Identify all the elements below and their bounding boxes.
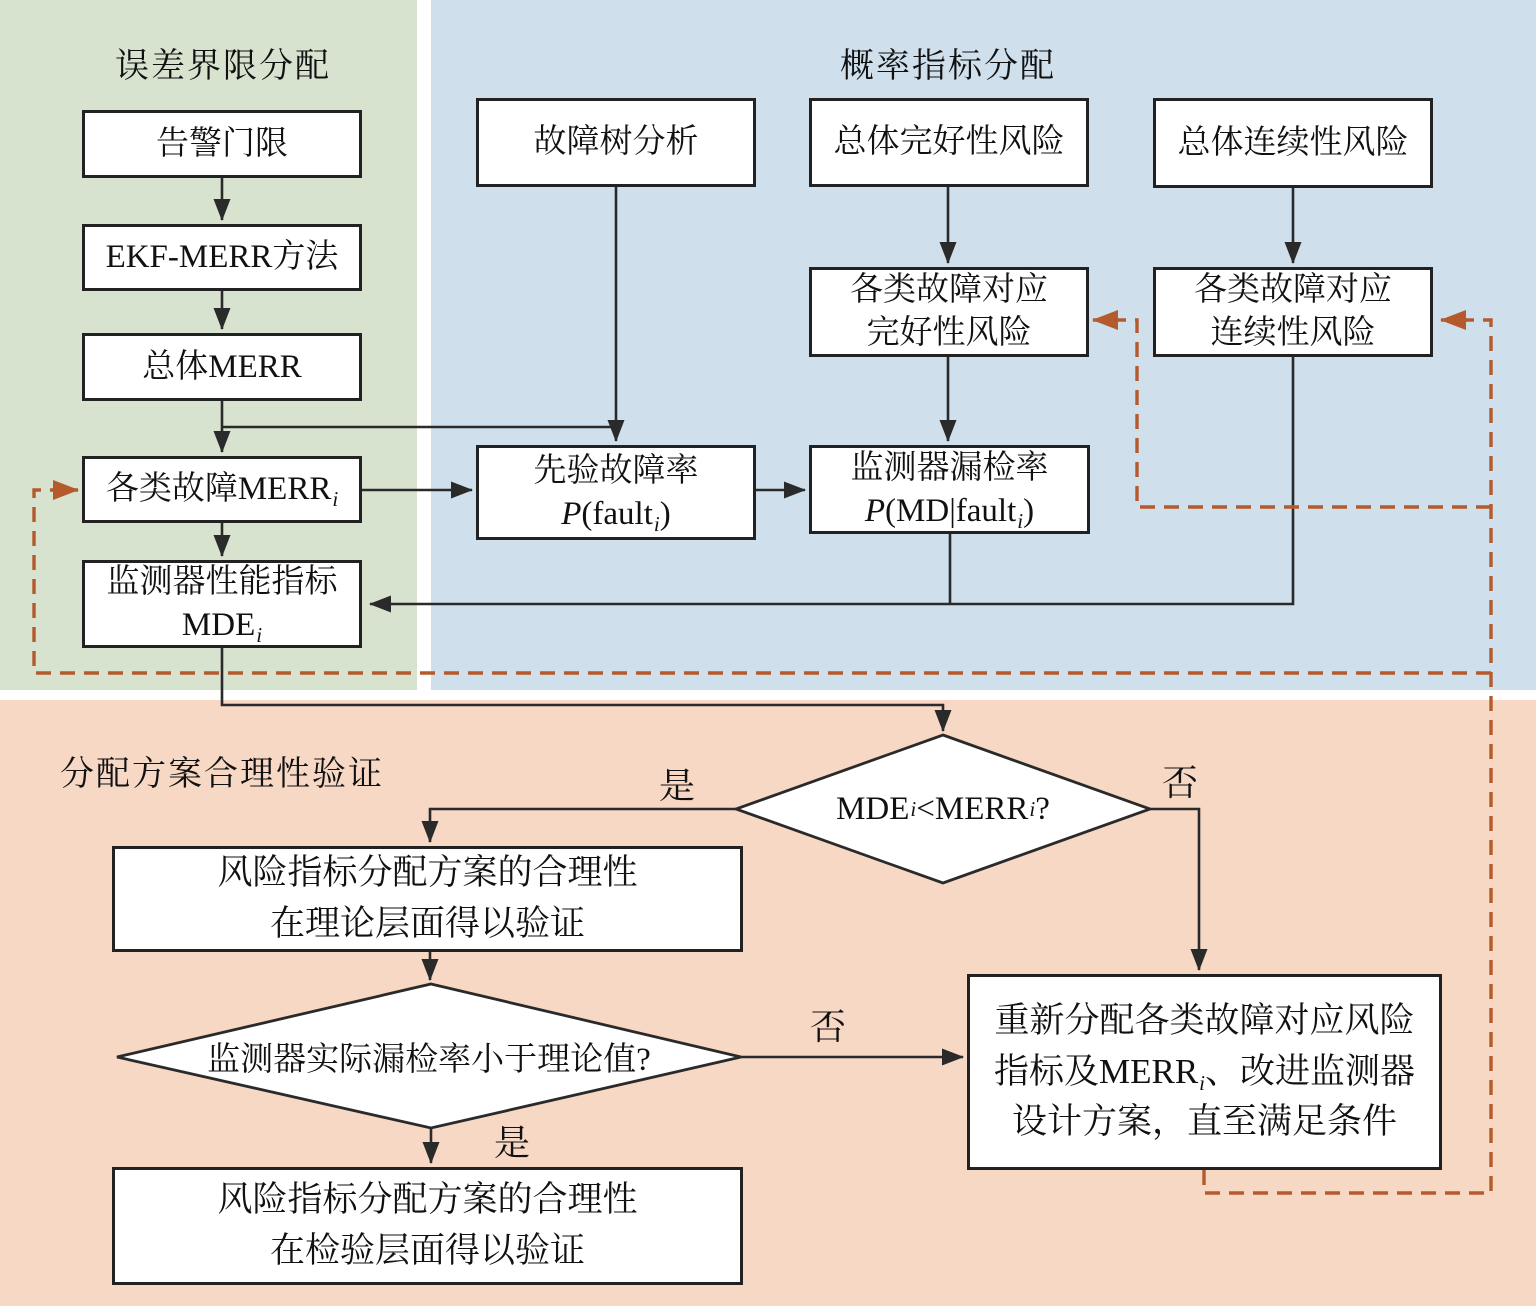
label-text: (fault: [581, 495, 653, 532]
node-label: 在理论层面得以验证: [269, 904, 585, 943]
label-text: 各类故障MERR: [105, 471, 332, 508]
edge-label-no-theory: 否: [1161, 763, 1199, 803]
node-fault-tree: [476, 98, 756, 187]
node-label: [182, 604, 262, 647]
node-reallocate: [967, 974, 1442, 1170]
node-label: EKF-MERR方法: [105, 239, 339, 276]
decision-mde-merr-diamond: [736, 735, 1150, 883]
label-text: P: [561, 495, 582, 532]
node-label: 连续性风险: [1210, 315, 1376, 351]
label-text: 、改进监测器: [1205, 1051, 1416, 1091]
label-text: 指标及MERR: [993, 1051, 1199, 1091]
node-label: 总体MERR: [142, 348, 302, 385]
node-overall-continuity-risk: [1153, 98, 1433, 188]
subscript: i: [653, 511, 660, 536]
label-text: (MD|fault: [885, 492, 1017, 529]
edge-label-yes-test: 是: [493, 1123, 531, 1163]
node-monitor-missed-detection: [809, 445, 1090, 534]
node-label: [865, 490, 1034, 533]
node-label: 监测器性能指标: [106, 564, 338, 601]
decision-actual-rate-diamond: [117, 984, 741, 1128]
node-overall-merr: [82, 333, 362, 401]
node-label: 重新分配各类故障对应风险: [994, 1000, 1415, 1040]
node-label: [994, 1047, 1415, 1098]
edge-label-yes-theory: 是: [658, 766, 696, 806]
node-label: 故障树分析: [533, 124, 699, 161]
decision-actual-rate-label: 监测器实际漏检率小于理论值?: [207, 1041, 651, 1078]
subscript: i: [256, 623, 263, 647]
node-ekf-merr-method: [82, 224, 362, 291]
node-fault-merr: [82, 456, 362, 523]
node-label: 各类故障对应: [1194, 272, 1392, 309]
label-text: ?: [1035, 790, 1050, 827]
arrow-decision-no-to-reallocate: [1150, 809, 1199, 970]
node-label: 先验故障率: [533, 452, 699, 489]
node-label: 在检验层面得以验证: [269, 1231, 585, 1270]
verification-panel-title: 分配方案合理性验证: [60, 756, 384, 793]
probability-panel-title: 概率指标分配: [840, 48, 1056, 85]
node-label: 各类故障对应: [850, 272, 1048, 309]
label-text: P: [864, 492, 886, 529]
node-label: 风险指标分配方案的合理性: [217, 853, 638, 893]
node-label: 风险指标分配方案的合理性: [217, 1180, 638, 1220]
label-text: ): [659, 495, 671, 532]
label-text: <MERR: [916, 790, 1029, 827]
node-prior-fault-rate: [476, 445, 756, 540]
node-theory-verification: [112, 846, 743, 952]
subscript: i: [1017, 508, 1024, 533]
node-alarm-threshold: [82, 110, 362, 178]
error-bound-panel-title: 误差界限分配: [115, 48, 331, 85]
node-monitor-performance: [82, 560, 362, 648]
arrow-mde-to-decision: [222, 648, 943, 731]
node-label: 告警门限: [156, 125, 288, 162]
label-text: ): [1023, 492, 1035, 529]
edge-label-no-test: 否: [809, 1007, 847, 1047]
node-label: 设计方案，直至满足条件: [1011, 1102, 1397, 1142]
node-label: 总体完好性风险: [833, 124, 1065, 161]
node-label: 完好性风险: [866, 315, 1032, 351]
label-text: MDE: [181, 607, 256, 643]
subscript: i: [1199, 1070, 1206, 1095]
label-text: MDE: [836, 790, 910, 827]
arrow-decision-yes-to-theory: [430, 809, 736, 842]
node-label: 总体连续性风险: [1177, 124, 1409, 161]
node-fault-integrity-risk: [809, 267, 1089, 357]
node-label: 监测器漏检率: [850, 449, 1049, 486]
node-fault-continuity-risk: [1153, 267, 1433, 357]
node-label: [106, 468, 338, 511]
node-test-verification: [112, 1167, 743, 1285]
subscript: i: [332, 487, 339, 512]
node-label: [561, 493, 670, 536]
node-overall-integrity-risk: [809, 98, 1089, 187]
